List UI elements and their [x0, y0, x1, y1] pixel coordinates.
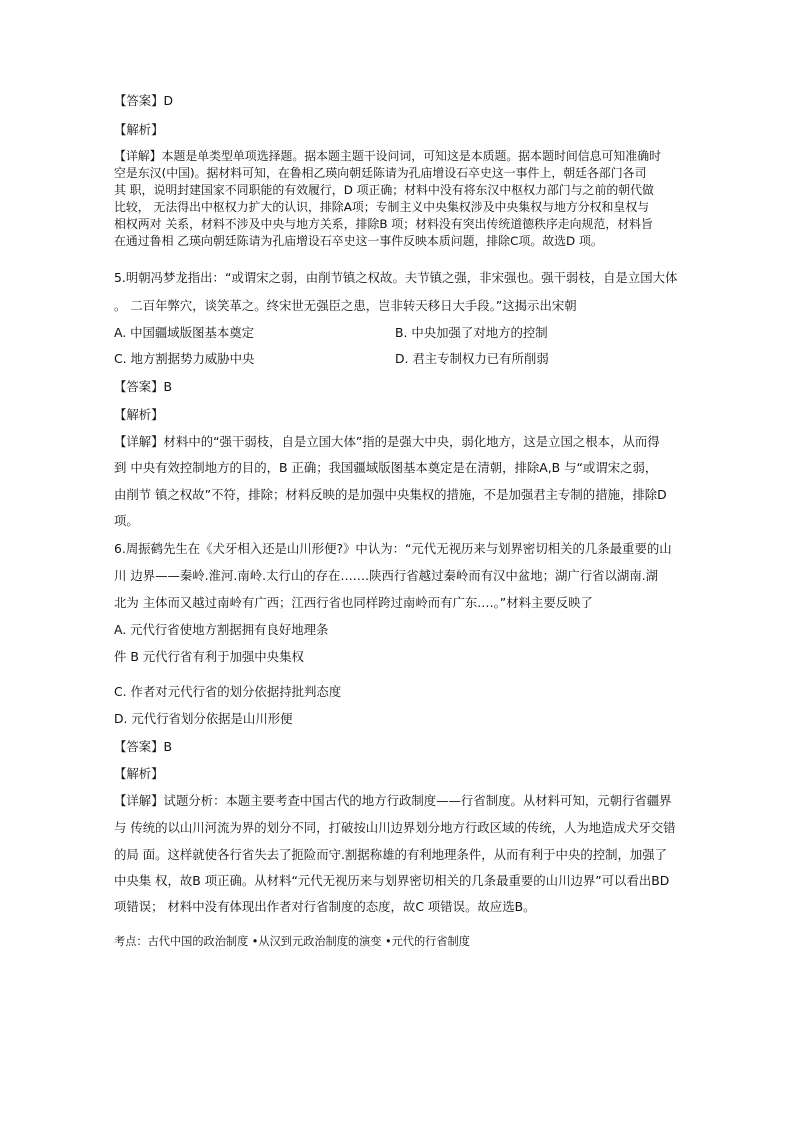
q5-option-c: C. 地方割据势力威胁中央 — [114, 351, 255, 366]
q5-answer: 【答案】B — [114, 379, 173, 394]
q4-detail-line: 比较， 无法得出中枢权力扩大的认识，排除A项；专制主义中央集权涉及中央集权与地方分权和皇权与 — [114, 200, 650, 214]
q6-option-d: D. 元代行省划分依据是山川形便 — [114, 711, 293, 726]
q6-option-c: C. 作者对元代行省的划分依据持批判态度 — [114, 684, 342, 699]
q5-stem-line: 5.明朝冯梦龙指出：“或谓宋之弱，由削节镇之权故。夫节镇之强，非宋强也。强干弱枝，自是立国大体 — [114, 270, 678, 285]
q6-detail-line: 中央集 权，故B 项正确。从材料“元代无视历来与划界密切相关的几条最重要的山川边界”可以看出BD — [114, 873, 670, 888]
q5-detail-line: 【详解】材料中的“强干弱枝，自是立国大体”指的是强大中央，弱化地方，这是立国之根本，从而得 — [114, 434, 660, 449]
q5-stem-line: 。 二百年弊穴，谈笑革之。终宋世无强臣之患，岂非转天移日大手段。”这揭示出宋朝 — [114, 298, 577, 313]
q6-analysis-heading: 【解析】 — [114, 766, 164, 781]
q6-stem-line: 6.周振鹤先生在《犬牙相入还是山川形便?》中认为：“元代无视历来与划界密切相关的几条最重要的山 — [114, 541, 672, 556]
q6-answer: 【答案】B — [114, 739, 173, 754]
q5-option-b: B. 中央加强了对地方的控制 — [395, 325, 548, 340]
q6-stem-line: 川 边界——秦岭.淮河.南岭.太行山的存在….…陕西行省越过秦岭而有汉中盆地；湖广行省以湖南.湖 — [114, 568, 659, 583]
q4-analysis-heading: 【解析】 — [114, 122, 164, 137]
q6-stem-line: 北为 主体而又越过南岭有广西；江西行省也同样跨过南岭而有广东.…。”材料主要反映了 — [114, 595, 593, 610]
q6-detail-line: 与 传统的以山川河流为界的划分不同，打破按山川边界划分地方行政区域的传统，人为地造成犬牙交错 — [114, 820, 676, 835]
q6-option-a: A. 元代行省使地方割据拥有良好地理条 — [114, 622, 329, 637]
q5-option-a: A. 中国疆域版图基本奠定 — [114, 325, 255, 340]
q6-option-b: 件 B 元代行省有利于加强中央集权 — [114, 649, 304, 664]
q4-detail-line: 在通过鲁相 乙瑛向朝廷陈请为孔庙增设石卒史这一事件反映本质问题，排除C项。故选D 项。 — [114, 234, 603, 248]
q6-detail-line: 【详解】试题分析：本题主要考查中国古代的地方行政制度——行省制度。从材料可知，元朝行省疆界 — [114, 793, 672, 808]
q5-option-d: D. 君主专制权力已有所削弱 — [395, 351, 549, 366]
q4-detail-line: 【详解】本题是单类型单项选择题。据本题主题干设问词，可知这是本质题。据本题时间信息可知准确时 — [114, 149, 661, 163]
q5-detail-line: 项。 — [114, 513, 139, 528]
q5-detail-line: 到 中央有效控制地方的目的，B 正确；我国疆域版图基本奠定是在清朝，排除A,B 与“或谓宋之弱， — [114, 460, 658, 475]
q4-detail-line: 其 职，说明封建国家不同职能的有效履行，D 项正确；材料中没有将东汉中枢权力部门与之前的朝代做 — [114, 183, 654, 197]
q6-keypoint: 考点：古代中国的政治制度 •从汉到元政治制度的演变 •元代的行省制度 — [114, 935, 470, 948]
q5-detail-line: 由削节 镇之权故”不符，排除；材料反映的是加强中央集权的措施，不是加强君主专制的措施，排除D — [114, 487, 667, 502]
q4-detail-line: 相权两对 关系，材料不涉及中央与地方关系，排除B 项；材料没有突出传统道德秩序走向规范，材料旨 — [114, 217, 653, 231]
q6-detail-line: 的局 面。这样就使各行省失去了扼险而守.割据称雄的有利地理条件，从而有利于中央的控制，加强了 — [114, 847, 668, 862]
q5-analysis-heading: 【解析】 — [114, 407, 164, 422]
q4-detail-line: 空是东汉(中国)。据材料可知，在鲁相乙瑛向朝廷陈请为孔庙增设石卒史这一事件上，朝廷各部门各司 — [114, 166, 647, 180]
q4-answer: 【答案】D — [114, 93, 174, 108]
q6-detail-line: 项错误； 材料中没有体现出作者对行省制度的态度，故C 项错误。故应选B。 — [114, 899, 536, 914]
